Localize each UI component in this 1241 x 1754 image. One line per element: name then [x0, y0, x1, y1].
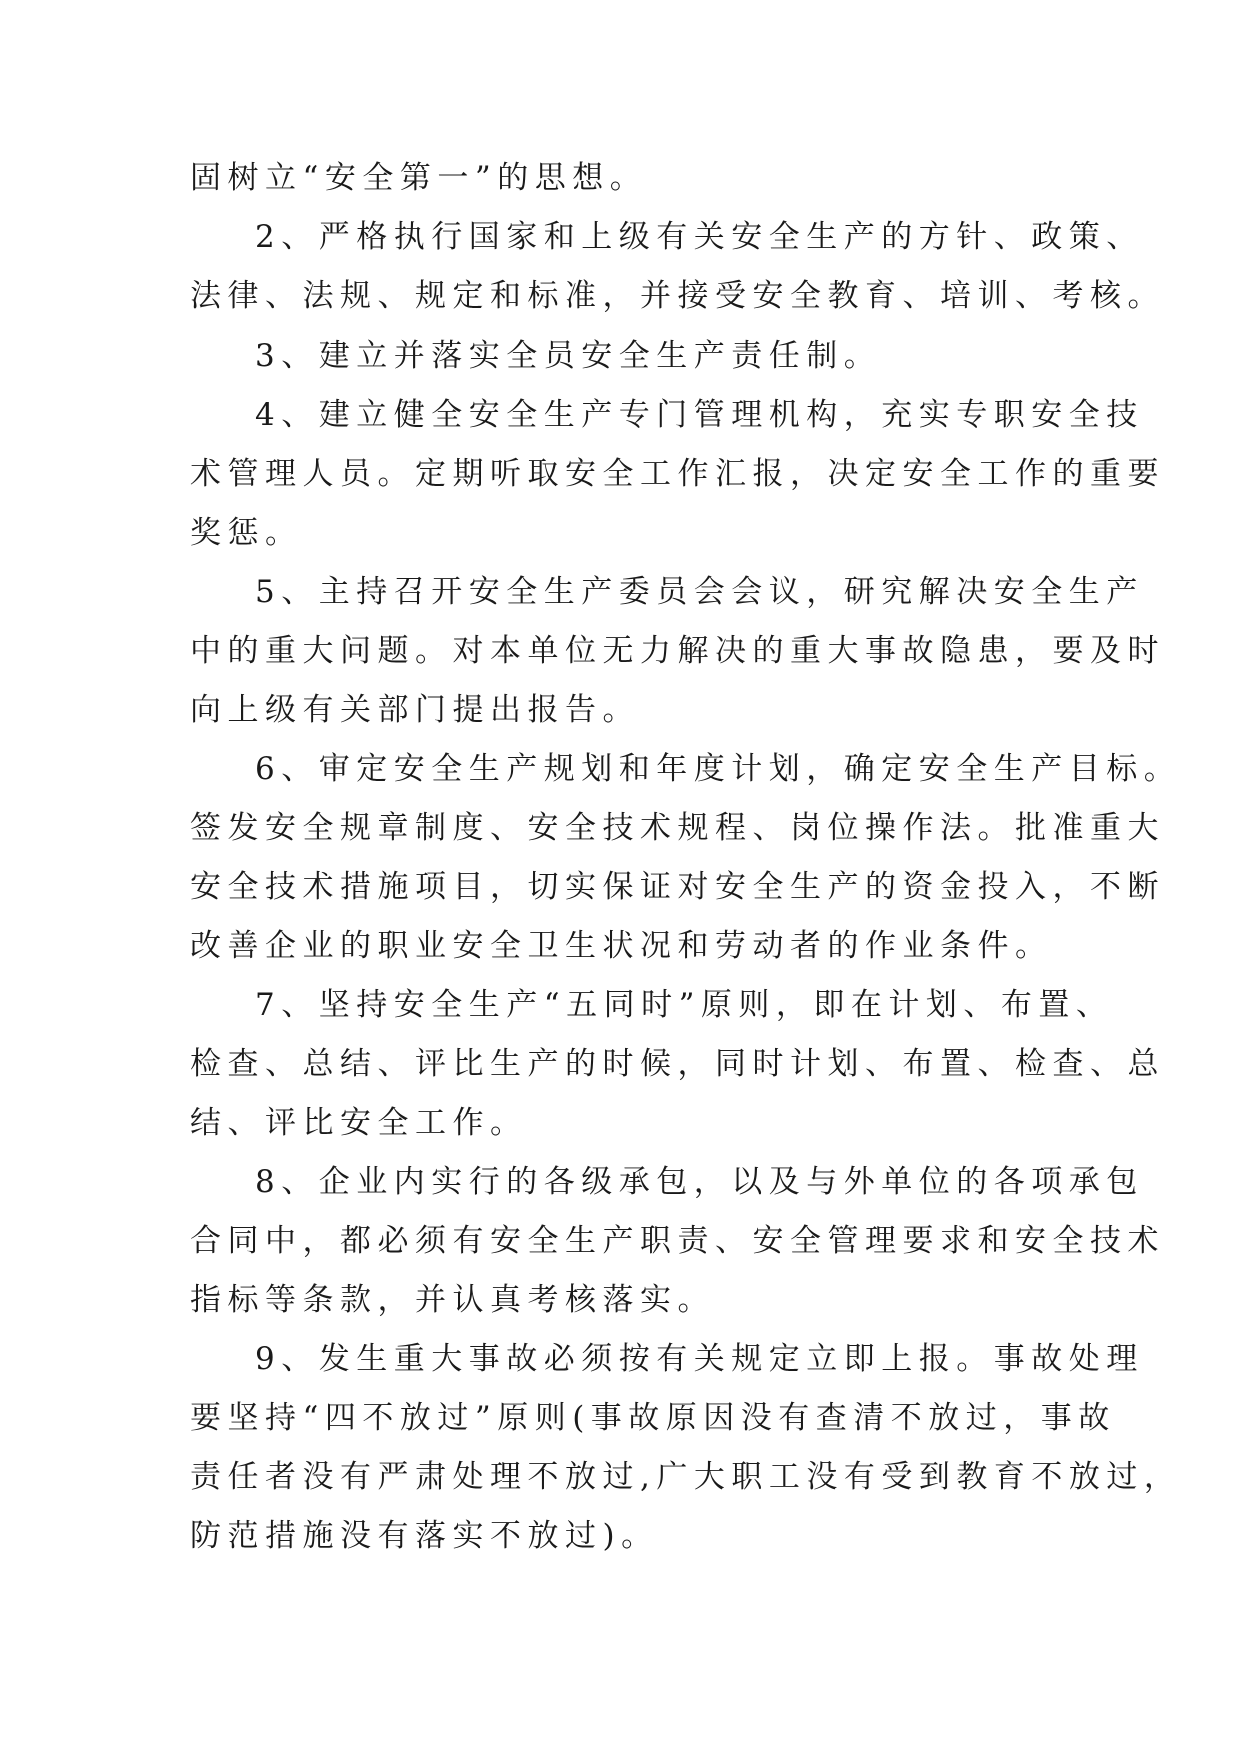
text-line: 签发安全规章制度、安全技术规程、岗位操作法。批准重大: [190, 810, 1165, 846]
text-line: 固树立“安全第一”的思想。: [190, 160, 648, 196]
paragraph-3-line: 3、建立并落实全员安全生产责任制。: [255, 338, 882, 374]
text-line: 向上级有关部门提出报告。: [190, 692, 640, 728]
text-line: 安全技术措施项目，切实保证对安全生产的资金投入，不断: [190, 869, 1165, 905]
text-line: 法律、法规、规定和标准，并接受安全教育、培训、考核。: [190, 278, 1165, 314]
text-line: 合同中，都必须有安全生产职责、安全管理要求和安全技术: [190, 1223, 1165, 1259]
paragraph-2-line: 2、严格执行国家和上级有关安全生产的方针、政策、: [255, 219, 1144, 255]
paragraph-7-line: 7、坚持安全生产“五同时”原则，即在计划、布置、: [255, 987, 1114, 1023]
text-line: 术管理人员。定期听取安全工作汇报，决定安全工作的重要: [190, 456, 1165, 492]
paragraph-9-line: 9、发生重大事故必须按有关规定立即上报。事故处理: [255, 1341, 1144, 1377]
paragraph-8-line: 8、企业内实行的各级承包，以及与外单位的各项承包: [255, 1164, 1144, 1200]
text-line: 结、评比安全工作。: [190, 1105, 528, 1141]
text-line: 检查、总结、评比生产的时候，同时计划、布置、检查、总: [190, 1046, 1165, 1082]
paragraph-5-line: 5、主持召开安全生产委员会会议，研究解决安全生产: [255, 574, 1144, 610]
text-line: 要坚持“四不放过”原则(事故原因没有查清不放过，事故: [190, 1400, 1116, 1436]
text-line: 责任者没有严肃处理不放过,广大职工没有受到教育不放过，: [190, 1459, 1182, 1495]
text-line: 中的重大问题。对本单位无力解决的重大事故隐患，要及时: [190, 633, 1165, 669]
text-line: 奖惩。: [190, 515, 303, 551]
paragraph-4-line: 4、建立健全安全生产专门管理机构，充实专职安全技: [255, 397, 1144, 433]
text-line: 防范措施没有落实不放过)。: [190, 1518, 659, 1554]
text-line: 指标等条款，并认真考核落实。: [190, 1282, 715, 1318]
text-line: 改善企业的职业安全卫生状况和劳动者的作业条件。: [190, 928, 1053, 964]
paragraph-6-line: 6、审定安全生产规划和年度计划，确定安全生产目标。: [255, 751, 1182, 787]
